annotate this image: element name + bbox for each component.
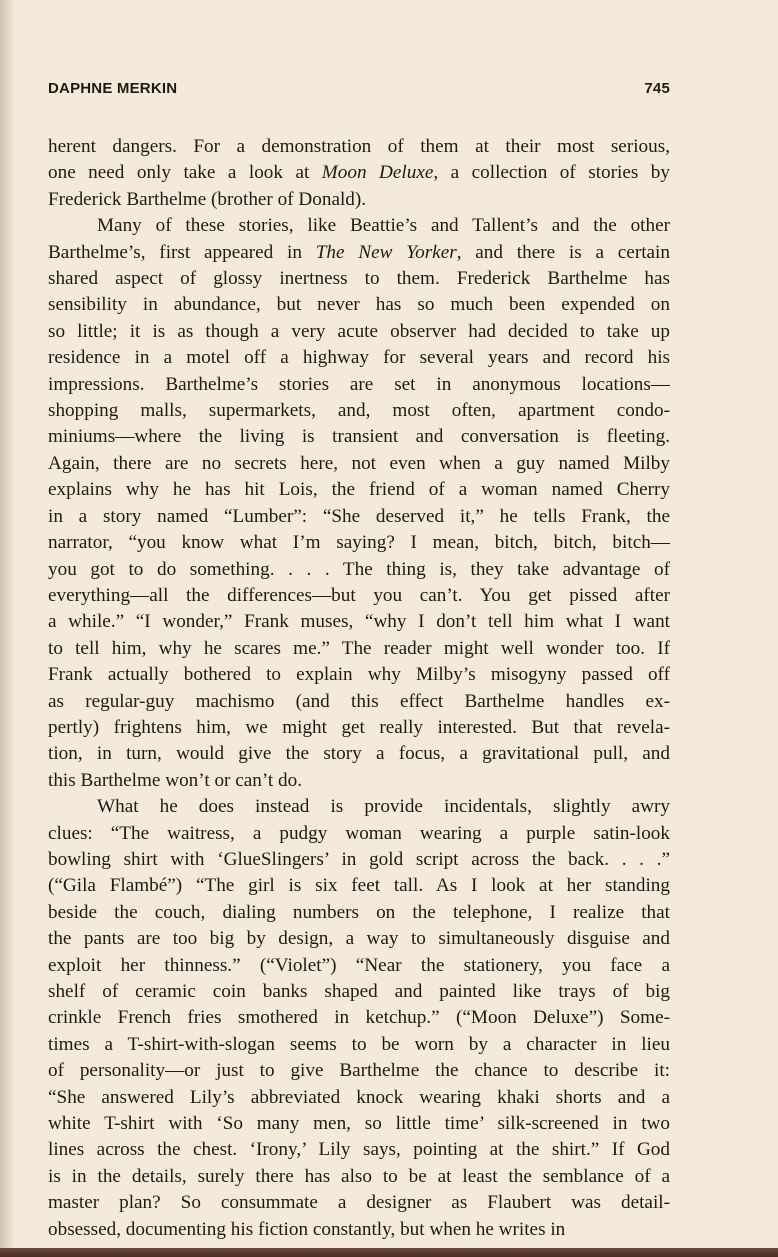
text-run: shared aspect of glossy inertness to them. Frederick Barthelme has [48,268,670,290]
text-run: in a story named “Lumber”: “She deserved it,” he tells Frank, the [48,505,670,527]
text-run: “She answered Lily’s abbreviated knock wearing khaki shorts and a [48,1086,670,1108]
text-line [48,504,670,530]
text-run: white T-shirt with ‘So many men, so little time’ silk-screened in two [48,1113,670,1135]
text-run: Again, there are no secrets here, not even when a guy named Milby [48,452,670,474]
text-run: pertly) frightens him, we might get really interested. But that revela- [48,716,670,738]
text-run: (“Gila Flambé”) “The girl is six feet tall. As I look at her standing [48,875,670,897]
text-line [48,1032,670,1058]
text-line [48,662,670,688]
text-line [48,1111,670,1137]
text-run: as regular-guy machismo (and this effect Barthelme handles ex- [48,690,670,712]
text-line [48,1217,670,1243]
text-line [48,979,670,1005]
text-run: times a T-shirt-with-slogan seems to be worn by a character in lieu [48,1033,670,1055]
paragraph [48,794,670,1243]
page-bottom-edge [0,1248,778,1257]
text-line [48,953,670,979]
text-run: beside the couch, dialing numbers on the telephone, I realize that [48,901,670,923]
text-line [48,873,670,899]
text-run: narrator, “you know what I’m saying? I mean, bitch, bitch, bitch— [48,532,670,554]
italic-title: The New Yorker [315,241,457,263]
text-run: to tell him, why he scares me.” The reader might well wonder too. If [48,637,670,659]
text-line [48,609,670,635]
paragraph [48,213,670,794]
text-line [48,1164,670,1190]
paragraph [48,134,670,213]
text-line [48,1137,670,1163]
text-line [48,1085,670,1111]
text-line [48,741,670,767]
text-line [48,187,670,213]
text-line [48,292,670,318]
page-number: 745 [644,80,670,97]
text-run: is in the details, surely there has also to be at least the semblance of a [48,1165,670,1187]
text-line [48,1190,670,1216]
text-line [48,1058,670,1084]
text-run: tion, in turn, would give the story a focus, a gravitational pull, and [48,743,670,765]
text-run: Barthelme’s, first appeared in [48,241,316,263]
text-run: shelf of ceramic coin banks shaped and painted like trays of big [48,981,670,1002]
text-line [48,160,670,186]
text-line [48,319,670,345]
text-run: explains why he has hit Lois, the friend of a woman named Cherry [48,479,670,501]
running-head-author: DAPHNE MERKIN [48,80,178,97]
text-line [48,240,670,266]
text-run: this Barthelme won’t or can’t do. [48,769,303,791]
text-line [48,477,670,503]
text-run: shopping malls, supermarkets, and, most often, apartment condo- [48,400,670,422]
running-head [48,80,670,102]
text-run: clues: “The waitress, a pudgy woman wearing a purple satin-look [48,822,670,844]
text-line [48,768,670,794]
text-line [48,372,670,398]
text-line [48,530,670,556]
text-line [48,213,670,239]
text-line [48,821,670,847]
text-line [48,424,670,450]
text-line [48,398,670,424]
text-line [48,636,670,662]
text-run: residence in a motel off a highway for several years and record his [48,347,670,369]
text-run: so little; it is as though a very acute observer had decided to take up [48,320,670,342]
text-run: Frank actually bothered to explain why Milby’s misogyny passed off [48,664,670,686]
text-line [48,900,670,926]
body-text [48,134,670,1243]
text-run: a while.” “I wonder,” Frank muses, “why I don’t tell him what I want [48,611,670,633]
text-line [48,583,670,609]
text-line [48,134,670,160]
text-run: What he does instead is provide incidentals, slightly awry [97,796,670,818]
italic-title: Moon Deluxe [321,162,434,184]
text-line [48,557,670,583]
text-run: lines across the chest. ‘Irony,’ Lily says, pointing at the shirt.” If God [48,1139,670,1161]
text-line [48,847,670,873]
text-run: you got to do something. . . . The thing is, they take advantage of [48,558,670,580]
binding-shadow [0,0,14,1257]
text-run: sensibility in abundance, but never has so much been expended on [48,294,670,316]
text-line [48,451,670,477]
text-run: impressions. Barthelme’s stories are set in anonymous locations— [48,373,670,395]
text-run: Frederick Barthelme (brother of Donald). [48,188,367,210]
text-run: Many of these stories, like Beattie’s and Tallent’s and the other [97,215,670,237]
text-line [48,715,670,741]
text-line [48,345,670,371]
text-line [48,926,670,952]
text-run: the pants are too big by design, a way to simultaneously disguise and [48,928,670,950]
text-run: one need only take a look at [48,162,322,184]
text-run: , and there is a certain [456,241,670,263]
text-run: everything—all the differences—but you can’t. You get pissed after [48,584,670,606]
text-line [48,689,670,715]
text-run: master plan? So consummate a designer as Flaubert was detail- [48,1192,670,1214]
text-run: exploit her thinness.” (“Violet”) “Near the stationery, you face a [48,954,670,976]
text-line [48,266,670,292]
text-run: herent dangers. For a demonstration of them at their most serious, [48,136,670,157]
text-line [48,794,670,820]
text-run: , a collection of stories by [433,162,670,184]
text-line [48,1005,670,1031]
text-run: miniums—where the living is transient and conversation is fleeting. [48,426,670,448]
text-run: bowling shirt with ‘GlueSlingers’ in gold script across the back. . . .” [48,848,670,870]
text-run: obsessed, documenting his fiction constantly, but when he writes in [48,1218,566,1240]
text-run: crinkle French fries smothered in ketchup.” (“Moon Deluxe”) Some- [48,1007,670,1029]
text-run: of personality—or just to give Barthelme the chance to describe it: [48,1060,670,1082]
